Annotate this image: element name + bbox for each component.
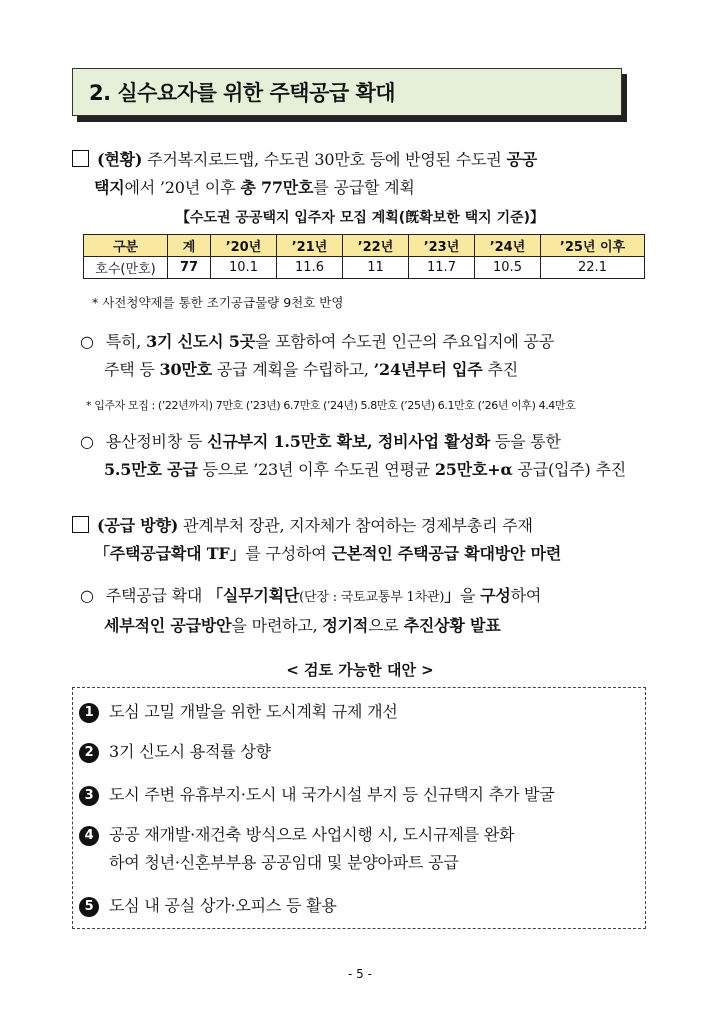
bullet-3-text-d: 」 (444, 586, 460, 605)
number-circle-icon: 5 (79, 897, 99, 917)
table-header-cell: ’20년 (211, 235, 277, 257)
bullet-1-note: * 입주자 모집 : (’22년까지) 7만호 (’23년) 6.7만호 (’24년) 5.8만호 (’25년) 6.1만호 (’26년 이후) 4.4만호 (86, 399, 576, 412)
status-label: (현황) (97, 150, 143, 169)
status-text-2-a: 에서 ’20년 이후 (124, 178, 241, 197)
bullet-3-text-k: 으로 (368, 616, 404, 635)
bullet-1-text-d: 주택 등 (104, 360, 160, 379)
direction-text-2-bold-b: 근본적인 주택공급 확대방안 마련 (331, 544, 562, 563)
circle-bullet-icon: ○ (80, 332, 94, 351)
circle-bullet-icon: ○ (80, 432, 94, 451)
alternative-item (79, 892, 337, 920)
bullet-1-line-2 (80, 356, 660, 384)
number-circle-icon: 3 (79, 786, 99, 806)
number-circle-icon: 2 (79, 743, 99, 763)
alternative-text-continued: 하여 청년·신혼부부용 공공임대 및 분양아파트 공급 (109, 853, 459, 872)
bullet-3-text-a: 주택공급 확대 (105, 586, 208, 605)
bullet-3-text-j: 정기적 (322, 616, 369, 635)
bullet-3-text-i: 을 마련하고, (231, 616, 323, 635)
alternative-item (79, 821, 514, 877)
bullet-3-line-2 (80, 612, 660, 640)
bullet-2-text-c: 등을 통한 (490, 432, 561, 451)
bullet-3 (80, 582, 660, 640)
table-header-cell: 구분 (84, 235, 168, 257)
table-cell: 22.1 (541, 257, 645, 279)
alternative-item (79, 698, 398, 726)
bullet-1-text-b: 3기 신도시 5곳 (146, 332, 255, 351)
bullet-1 (80, 328, 660, 384)
status-text-1-bold: 공공 (506, 150, 537, 169)
bullet-1-text-c: 을 포함하여 수도권 인근의 주요입지에 공공 (254, 332, 554, 351)
bullet-3-text-c: (단장 : 국토교통부 1차관) (299, 590, 445, 605)
direction-paragraph (72, 512, 662, 568)
table-header-cell: ’25년 이후 (541, 235, 645, 257)
alternative-item (79, 781, 555, 809)
bullet-2-text-d: 5.5만호 공급 (104, 460, 198, 479)
section-title: 2. 실수요자를 위한 주택공급 확대 (89, 81, 396, 105)
direction-text-2: 를 구성하여 (245, 544, 332, 563)
bullet-3-text-g: 하여 (510, 586, 542, 605)
page-number: - 5 - (348, 967, 372, 981)
circle-bullet-icon: ○ (80, 586, 94, 605)
alternative-item (79, 738, 271, 766)
status-paragraph (72, 146, 662, 202)
table-header-cell: 계 (168, 235, 211, 257)
alternative-text: 도심 고밀 개발을 위한 도시계획 규제 개선 (109, 702, 398, 721)
number-circle-icon: 1 (79, 703, 99, 723)
bullet-2-text-b: 신규부지 1.5만호 확보, 정비사업 활성화 (207, 432, 491, 451)
table-header-cell: ’24년 (475, 235, 541, 257)
bullet-2-text-a: 용산정비창 등 (105, 432, 208, 451)
number-circle-icon: 4 (79, 826, 99, 846)
status-text-2-b: 를 공급할 계획 (313, 178, 415, 197)
alternative-text: 3기 신도시 용적률 상향 (109, 742, 271, 761)
bullet-1-text-a: 특히, (105, 332, 147, 351)
bullet-3-text-b: 「실무기획단 (207, 586, 300, 605)
status-text-1: 주거복지로드맵, 수도권 30만호 등에 반영된 수도권 (142, 150, 507, 169)
checkbox-square-icon (72, 150, 89, 167)
section-title-box (72, 68, 622, 116)
bullet-1-line-1 (80, 328, 660, 356)
bullet-3-text-e: 을 (460, 586, 481, 605)
checkbox-square-icon (72, 516, 89, 533)
bullet-3-text-f: 구성 (480, 586, 511, 605)
bullet-1-text-e: 30만호 (159, 360, 212, 379)
table-header-cell: ’23년 (409, 235, 475, 257)
supply-plan-table (83, 234, 645, 279)
alternative-text: 도시 주변 유휴부지·도시 내 국가시설 부지 등 신규택지 추가 발굴 (109, 785, 555, 804)
table-header-cell: ’21년 (277, 235, 343, 257)
status-text-2-bold-a: 택지 (94, 178, 125, 197)
direction-text-1: 관계부처 장관, 지자체가 참여하는 경제부총리 주재 (178, 516, 533, 535)
table-title: 【수도권 공공택지 입주자 모집 계획(旣확보한 택지 기준)】 (175, 210, 545, 226)
bullet-1-text-f: 공급 계획을 수립하고, (211, 360, 374, 379)
table-cell: 10.1 (211, 257, 277, 279)
bullet-2 (80, 428, 660, 484)
direction-label: (공급 방향) (97, 516, 179, 535)
table-row (84, 257, 645, 279)
table-cell: 11 (343, 257, 409, 279)
table-cell: 10.5 (475, 257, 541, 279)
alternatives-box (72, 687, 646, 929)
table-note: * 사전청약제를 통한 조기공급물량 9천호 반영 (92, 295, 344, 310)
bullet-1-text-g: ’24년부터 입주 (373, 360, 483, 379)
direction-line-1 (72, 512, 662, 540)
bullet-3-text-h: 세부적인 공급방안 (104, 616, 232, 635)
status-line-1 (72, 146, 662, 174)
status-text-2-bold-b: 총 77만호 (240, 178, 314, 197)
alternative-text: 도심 내 공실 상가·오피스 등 활용 (109, 896, 337, 915)
bullet-3-text-l: 추진상황 발표 (403, 616, 501, 635)
table-cell: 77 (168, 257, 211, 279)
bullet-3-line-1 (80, 582, 660, 612)
bullet-2-line-2 (80, 456, 660, 484)
table-header-row (84, 235, 645, 257)
table-cell: 호수(만호) (84, 257, 168, 279)
alternatives-title: < 검토 가능한 대안 > (286, 661, 434, 679)
alternative-text: 공공 재개발·재건축 방식으로 사업시행 시, 도시규제를 완화 (109, 825, 515, 844)
bullet-2-line-1 (80, 428, 660, 456)
bullet-2-text-e: 등으로 ’23년 이후 수도권 연평균 (197, 460, 435, 479)
table-cell: 11.7 (409, 257, 475, 279)
status-line-2 (72, 174, 662, 202)
bullet-1-text-h: 추진 (482, 360, 518, 379)
direction-line-2 (72, 540, 662, 568)
bullet-2-text-g: 공급(입주) 추진 (512, 460, 626, 479)
table-header-cell: ’22년 (343, 235, 409, 257)
table-cell: 11.6 (277, 257, 343, 279)
bullet-2-text-f: 25만호+α (434, 460, 513, 479)
direction-text-2-bold: 「주택공급확대 TF」 (94, 544, 246, 563)
